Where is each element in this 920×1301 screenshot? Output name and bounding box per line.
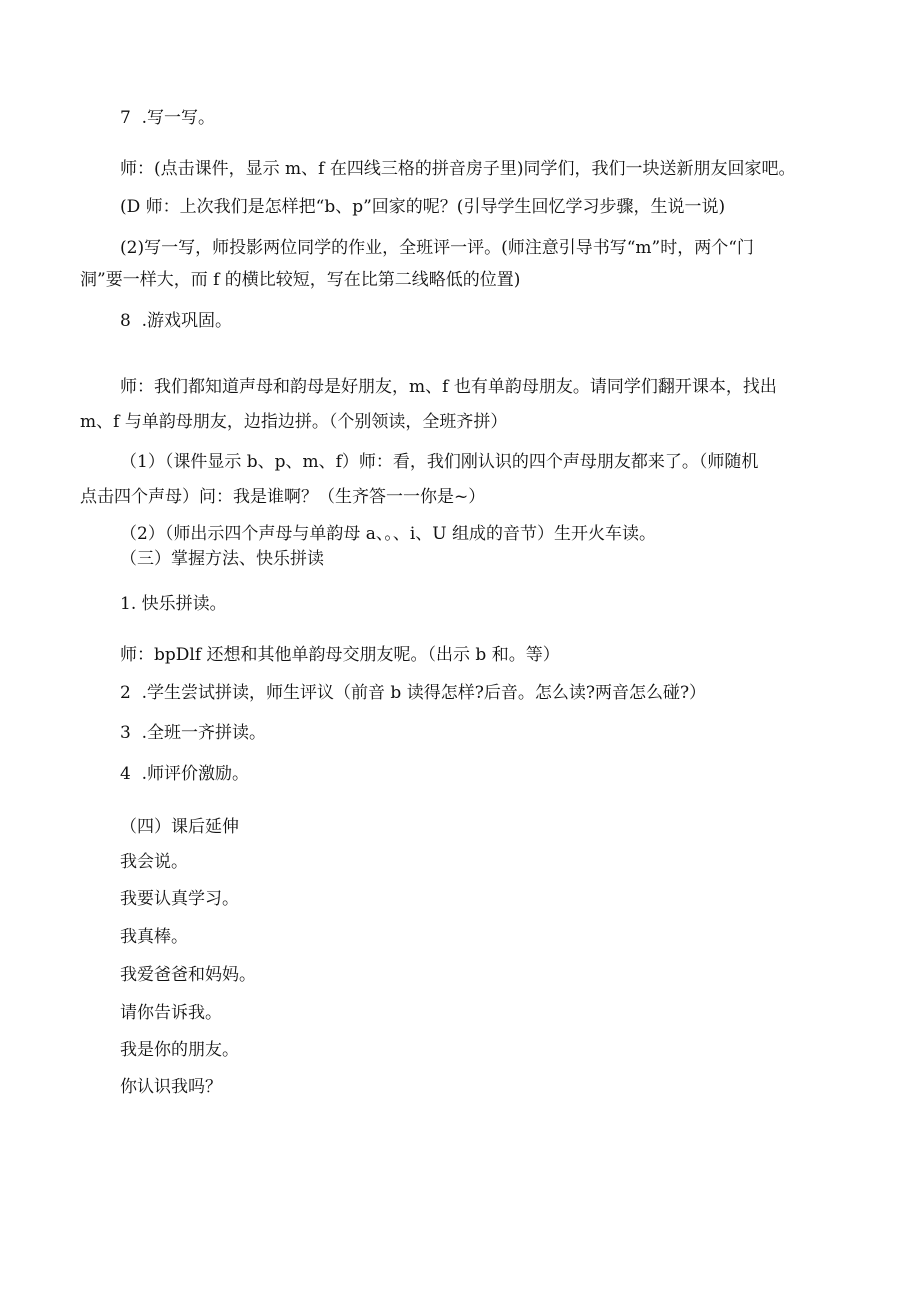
sentence-line: 我会说。 xyxy=(120,852,188,872)
sentence-line: 我真棒。 xyxy=(120,927,188,947)
paragraph-line: 点击四个声母）问：我是谁啊？（生齐答一一你是~） xyxy=(80,487,486,507)
section-4-heading: （四）课后延伸 xyxy=(120,817,239,837)
paragraph-line: 洞”要一样大，而 f 的横比较短，写在比第二线略低的位置) xyxy=(80,270,521,290)
section-3-heading: （三）掌握方法、快乐拼读 xyxy=(120,549,324,569)
paragraph-line: （2）（师出示四个声母与单韵母 a、。、i、U 组成的音节）生开火车读。 xyxy=(120,524,657,544)
paragraph-line: （1）（课件显示 b、p、m、f）师：看，我们刚认识的四个声母朋友都来了。（师随机 xyxy=(120,452,759,472)
sentence-line: 我要认真学习。 xyxy=(120,889,239,909)
paragraph-line: (D 师：上次我们是怎样把“b、p”回家的呢？(引导学生回忆学习步骤，生说一说) xyxy=(120,197,726,217)
paragraph-line: m、f 与单韵母朋友，边指边拼。（个别领读，全班齐拼） xyxy=(80,412,508,432)
sentence-line: 你认识我吗？ xyxy=(120,1077,222,1097)
paragraph-line: 师：bpDlf 还想和其他单韵母交朋友呢。（出示 b 和。等） xyxy=(120,645,560,665)
sentence-line: 请你告诉我。 xyxy=(120,1003,222,1023)
paragraph-line: (2)写一写，师投影两位同学的作业，全班评一评。(师注意引导书写“m”时，两个“门 xyxy=(120,238,754,258)
sentence-line: 我是你的朋友。 xyxy=(120,1040,239,1060)
sentence-line: 我爱爸爸和妈妈。 xyxy=(120,965,256,985)
paragraph-line: 3 .全班一齐拼读。 xyxy=(120,723,267,743)
section-8-heading: 8 .游戏巩固。 xyxy=(120,311,233,331)
section-7-heading: 7 .写一写。 xyxy=(120,108,216,128)
paragraph-line: 4 .师评价激励。 xyxy=(120,764,250,784)
paragraph-line: 2 .学生尝试拼读，师生评议（前音 b 读得怎样?后音。怎么读?两音怎么碰?） xyxy=(120,683,707,703)
paragraph-line: 师：我们都知道声母和韵母是好朋友，m、f 也有单韵母朋友。请同学们翻开课本，找出 xyxy=(120,377,777,397)
paragraph-line: 师：(点击课件，显示 m、f 在四线三格的拼音房子里)同学们，我们一块送新朋友回家吧。 xyxy=(120,159,796,179)
paragraph-line: 1. 快乐拼读。 xyxy=(120,594,227,614)
